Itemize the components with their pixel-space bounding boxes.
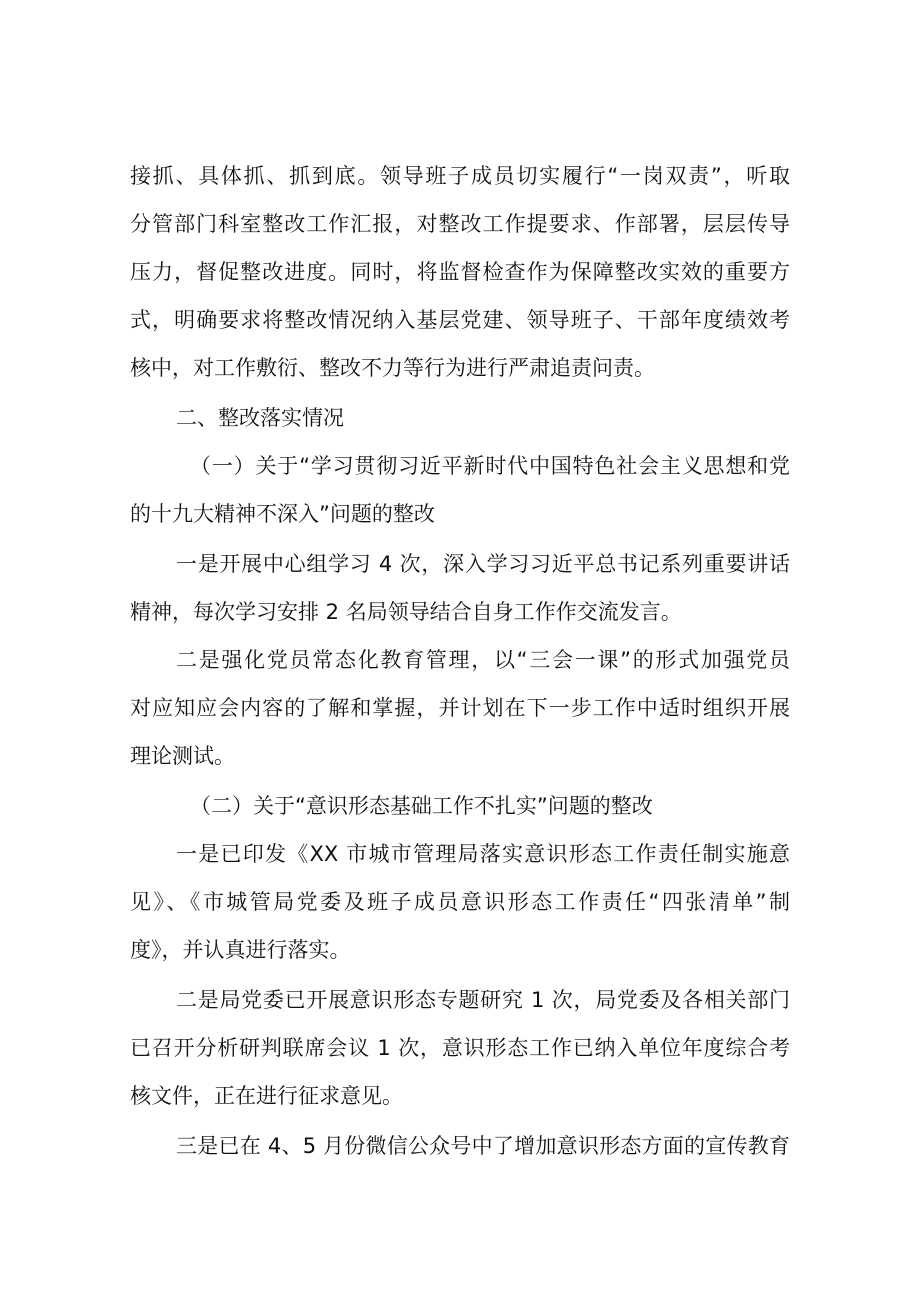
- paragraph-line: 式，明确要求将整改情况纳入基层党建、领导班子、干部年度绩效考: [130, 308, 790, 332]
- paragraph-line: 二是局党委已开展意识形态专题研究 1 次，局党委及各相关部门: [176, 988, 790, 1012]
- paragraph-line: 理论测试。: [130, 744, 235, 768]
- paragraph-line: 一是已印发《XX 市城市管理局落实意识形态工作责任制实施意: [176, 842, 790, 866]
- paragraph-line: 已召开分析研判联席会议 1 次，意识形态工作已纳入单位年度综合考: [130, 1036, 790, 1060]
- paragraph-line: 度》，并认真进行落实。: [130, 938, 351, 962]
- paragraph-line: 二是强化党员常态化教育管理，以“三会一课”的形式加强党员: [176, 648, 790, 672]
- paragraph-line: 一是开展中心组学习 4 次，深入学习习近平总书记系列重要讲话: [176, 552, 790, 576]
- paragraph-line: 精神，每次学习安排 2 名局领导结合自身工作作交流发言。: [130, 600, 682, 624]
- section-heading: 二、整改落实情况: [176, 406, 344, 430]
- paragraph-line: 压力，督促整改进度。同时，将监督检查作为保障整改实效的重要方: [130, 260, 790, 284]
- paragraph-line: 分管部门科室整改工作汇报，对整改工作提要求、作部署，层层传导: [130, 212, 790, 236]
- paragraph-line: 核中，对工作敷衍、整改不力等行为进行严肃追责问责。: [130, 356, 655, 380]
- paragraph-line: 接抓、具体抓、抓到底。领导班子成员切实履行“一岗双责”，听取: [130, 164, 790, 188]
- paragraph-line: 对应知应会内容的了解和掌握，并计划在下一步工作中适时组织开展: [130, 696, 790, 720]
- subheading-line: 的十九大精神不深入”问题的整改: [130, 502, 435, 526]
- paragraph-line: 三是已在 4、5 月份微信公众号中了增加意识形态方面的宣传教育: [176, 1134, 790, 1158]
- subheading-line: （一）关于“学习贯彻习近平新时代中国特色社会主义思想和党: [190, 454, 790, 478]
- subheading-line: （二）关于“意识形态基础工作不扎实”问题的整改: [190, 794, 653, 818]
- paragraph-line: 见》、《市城管局党委及班子成员意识形态工作责任“四张清单”制: [130, 890, 790, 914]
- paragraph-line: 核文件，正在进行征求意见。: [130, 1084, 403, 1108]
